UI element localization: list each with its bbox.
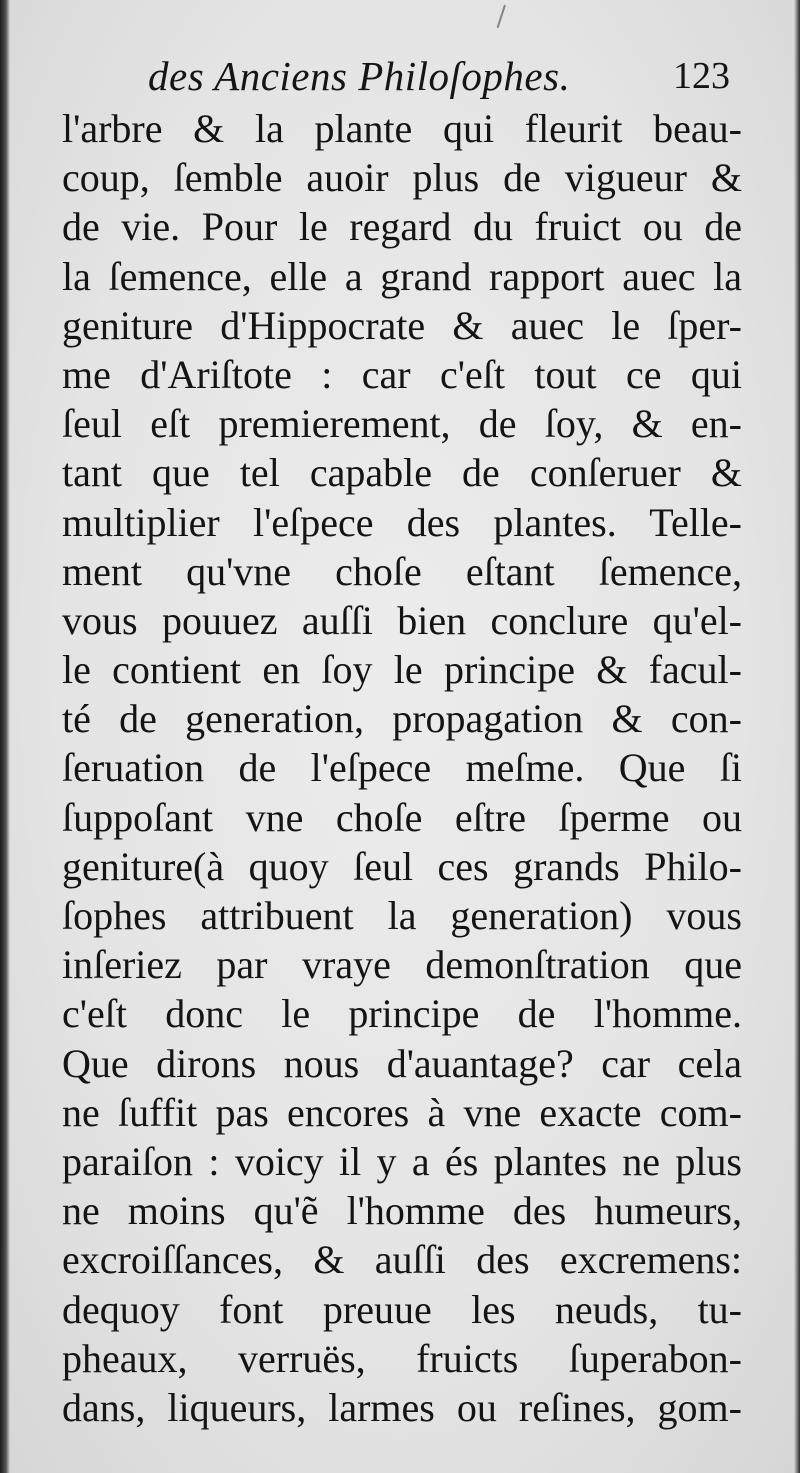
text-line: dans, liqueurs, larmes ou reſines, gom- bbox=[62, 1384, 742, 1430]
text-line: ſeul eſt premierement, de ſoy, & en- bbox=[62, 401, 742, 447]
text-line: coup, ſemble auoir plus de vigueur & bbox=[62, 155, 742, 201]
text-line: multiplier l'eſpece des plantes. Telle- bbox=[62, 499, 742, 545]
text-line: paraiſon : voicy il y a és plantes ne plus bbox=[62, 1138, 742, 1184]
text-line: té de generation, propagation & con- bbox=[62, 696, 742, 742]
text-line: excroiſſances, & auſſi des excremens: bbox=[62, 1237, 742, 1283]
text-line: ſeruation de l'eſpece meſme. Que ſi bbox=[62, 745, 742, 791]
running-head: des Anciens Philoſophes. bbox=[148, 53, 571, 99]
text-line: ne ſuffit pas encores à vne exacte com- bbox=[62, 1089, 742, 1135]
text-line: me d'Ariſtote : car c'eſt tout ce qui bbox=[62, 351, 742, 397]
text-line: geniture(à quoy ſeul ces grands Philo- bbox=[62, 843, 742, 889]
text-line: ſuppoſant vne choſe eſtre ſperme ou bbox=[62, 794, 742, 840]
page-number: 123 bbox=[673, 55, 730, 97]
text-line: de vie. Pour le regard du fruict ou de bbox=[62, 204, 742, 250]
page-left-edge-shadow bbox=[0, 0, 10, 1473]
text-line: Que dirons nous d'auantage? car cela bbox=[62, 1040, 742, 1086]
page-right-edge-shadow bbox=[794, 0, 800, 1473]
text-line: tant que tel capable de conſeruer & bbox=[62, 450, 742, 496]
text-line: geniture d'Hippocrate & auec le ſper- bbox=[62, 302, 742, 348]
text-line: inſeriez par vraye demonſtration que bbox=[62, 942, 742, 988]
text-line: ne moins qu'ẽ l'homme des humeurs, bbox=[62, 1188, 742, 1234]
printing-mark bbox=[497, 5, 516, 32]
text-line: c'eſt donc le principe de l'homme. bbox=[62, 991, 742, 1037]
text-line: le contient en ſoy le principe & facul- bbox=[62, 647, 742, 693]
text-line: dequoy font preuue les neuds, tu- bbox=[62, 1286, 742, 1332]
body-text bbox=[62, 104, 742, 1432]
text-line: vous pouuez auſſi bien conclure qu'el- bbox=[62, 597, 742, 643]
text-line: pheaux, verruës, fruicts ſuperabon- bbox=[62, 1335, 742, 1381]
text-line: la ſemence, elle a grand rapport auec la bbox=[62, 253, 742, 299]
text-line: ment qu'vne choſe eſtant ſemence, bbox=[62, 548, 742, 594]
page-header bbox=[148, 52, 748, 104]
text-line: l'arbre & la plante qui fleurit beau- bbox=[62, 106, 742, 151]
text-line: ſophes attribuent la generation) vous bbox=[62, 893, 742, 938]
